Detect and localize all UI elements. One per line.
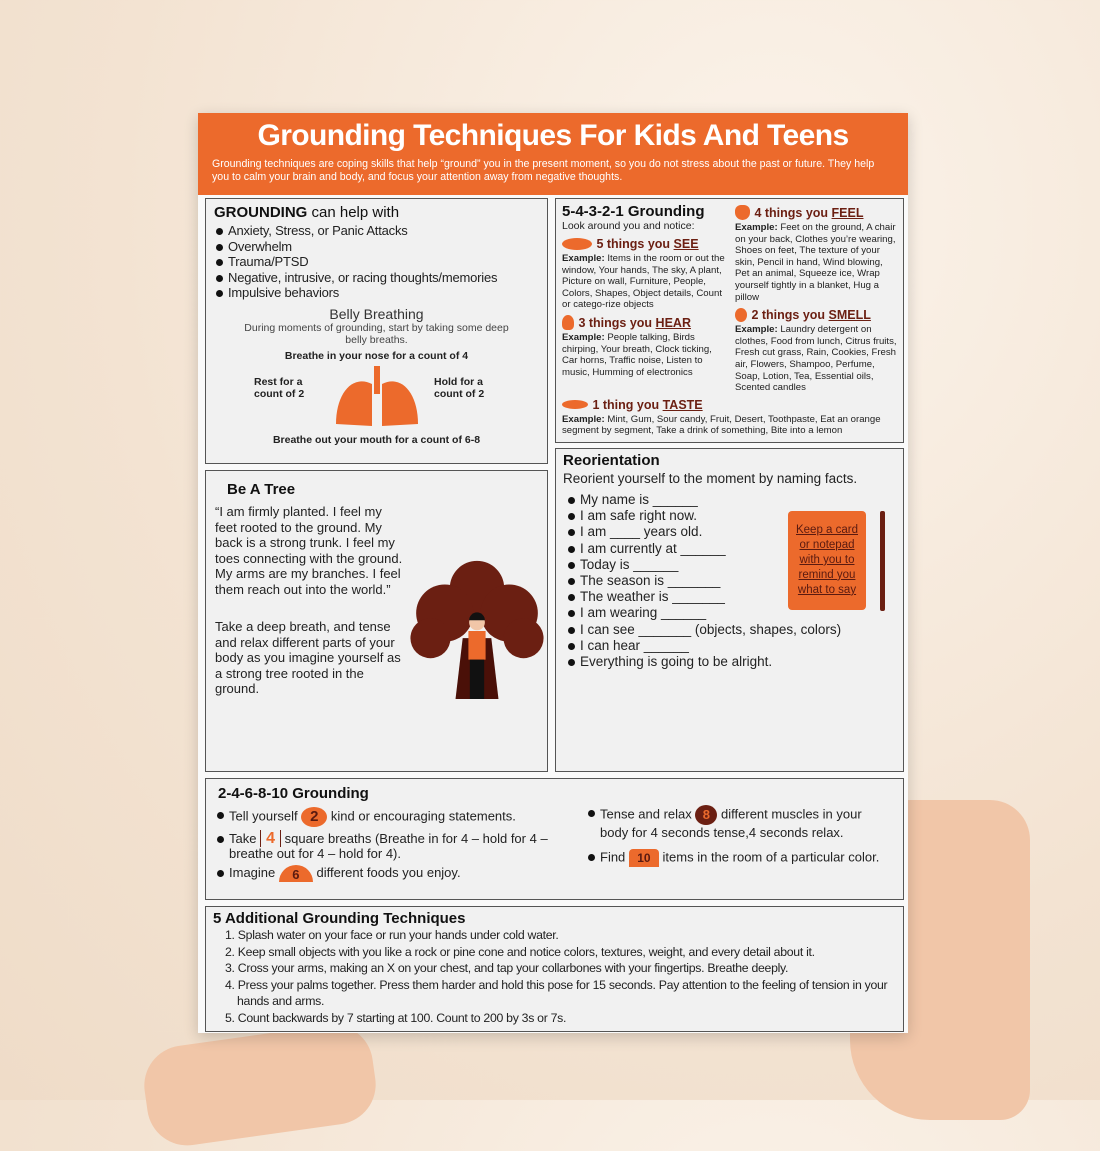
list-item: The weather is _______ (566, 589, 853, 605)
hear-text: People talking, Birds chirping, Your breath, Clock ticking, Car horns, Traffic noise, Listen to music, Humming of electronics (562, 331, 712, 378)
belly-title: Belly Breathing (329, 305, 424, 322)
senses-panel (555, 198, 904, 443)
hear-word: HEAR (655, 315, 691, 330)
nose-icon (735, 308, 747, 322)
ten-post: items in the room of a particular color. (662, 849, 880, 865)
muscle-icon: 8 (695, 805, 717, 825)
belly-left: Rest for a count of 2 (254, 375, 305, 400)
two-pre: Tell yourself (229, 808, 298, 824)
belly-top: Breathe in your nose for a count of 4 (284, 349, 469, 362)
list-item: I am wearing ______ (566, 605, 853, 621)
list-item: Today is ______ (566, 557, 853, 573)
lungs-icon (332, 364, 422, 430)
pen-icon (880, 511, 885, 611)
six-pre: Imagine (229, 865, 276, 880)
example-label: Example: (735, 324, 778, 336)
list-item: I am currently at ______ (566, 541, 853, 557)
belly-subtitle: During moments of grounding, start by taking some deep belly breaths. (244, 321, 509, 346)
list-item: 4. Press your palms together. Press them harder and hold this pose for 15 seconds. Pay attention to the feeling of tension in your hands and arms. (225, 977, 888, 1009)
tree-quote: “I am firmly planted. I feel my feet rooted to the ground. My back is a strong trunk. I feel my toes connecting with the ground. My arms are my branches. I feel them reach out into the world.” (215, 504, 403, 597)
feel-heading: 4 things you (754, 206, 832, 220)
list-item: I am safe right now. (566, 508, 853, 524)
senses-left-column (562, 203, 729, 394)
worksheet (198, 113, 908, 1033)
list-item: 5. Count backwards by 7 starting at 100. Count to 200 by 3s or 7s. (225, 1010, 567, 1025)
belly-right: Hold for a count of 2 (434, 375, 485, 400)
left-hand (139, 1019, 381, 1150)
tree-panel (205, 470, 548, 772)
smell-heading: 2 things you (751, 308, 829, 323)
additional-panel (205, 906, 904, 1032)
senses-subtitle: Look around you and notice: (562, 220, 695, 232)
hand-icon (735, 205, 750, 220)
list-item: 3. Cross your arms, making an X on your chest, and tap your collarbones with your fingertips. Breathe deeply. (225, 961, 789, 976)
list-item: I am ____ years old. (566, 524, 853, 540)
taste-block (562, 397, 897, 437)
see-word: SEE (673, 237, 699, 251)
eight-post: different muscles in your body for 4 seconds tense,4 seconds relax. (600, 806, 862, 840)
tree-title: Be A Tree (227, 481, 296, 498)
example-label: Example: (562, 413, 605, 425)
list-item: 2. Keep small objects with you like a rock or pine cone and notice colors, textures, weight, and every detail about it. (225, 944, 815, 959)
list-item: Impulsive behaviors (214, 285, 539, 301)
example-label: Example: (562, 253, 605, 264)
lamp-icon: 10 (629, 849, 659, 867)
list-item: Trauma/PTSD (214, 254, 539, 270)
see-block (562, 236, 729, 311)
eight-pre: Tense and relax (600, 806, 692, 822)
reorient-subtitle: Reorient yourself to the moment by naming facts. (563, 470, 858, 486)
g246-right-list (586, 805, 886, 867)
taste-heading: 1 thing you (592, 397, 663, 412)
smell-block (735, 307, 897, 394)
ear-icon (562, 315, 574, 330)
list-item: I can see _______ (objects, shapes, colors) (566, 622, 853, 638)
help-panel (205, 198, 548, 464)
list-item (215, 865, 570, 882)
help-list (214, 223, 539, 301)
see-text: Items in the room or out the window, Your hands, The sky, A plant, Picture on wall, Furniture, People, Colors, Shapes, Object details, Count or catego-rize objects (562, 253, 725, 311)
smell-text: Laundry detergent on clothes, Food from lunch, Citrus fruits, Fresh cut grass, Rain, Cookies, Fresh air, Flowers, Shampoo, Perfume, Soap, Lotion, Tea, Essential oils, Scented candles (735, 324, 897, 394)
tree-body: Take a deep breath, and tense and relax different parts of your body as you imagine yourself as a strong tree rooted in the ground. (215, 619, 401, 696)
list-item (215, 831, 570, 861)
help-title (214, 204, 539, 221)
example-label: Example: (735, 222, 778, 233)
list-item: Everything is going to be alright. (566, 654, 853, 670)
six-post: different foods you enjoy. (316, 865, 461, 880)
hear-block (562, 315, 729, 378)
feel-block (735, 205, 897, 303)
senses-title: 5-4-3-2-1 Grounding (562, 203, 705, 220)
notepad-note: Keep a card or notepad with you to remind you what to say (788, 511, 866, 610)
right-column (555, 198, 904, 772)
ten-pre: Find (600, 849, 626, 865)
belly-diagram (214, 350, 539, 454)
list-item: Negative, intrusive, or racing thoughts/memories (214, 270, 539, 286)
tree-text (215, 481, 407, 697)
list-item (215, 807, 570, 827)
reorientation-panel (555, 448, 904, 772)
eye-icon (562, 238, 592, 250)
tree-illustration (409, 531, 545, 731)
four-pre: Take (229, 831, 257, 846)
food-cloche-icon: 6 (279, 865, 313, 882)
speech-bubble-icon: 2 (301, 807, 327, 827)
feel-word: FEEL (831, 206, 864, 220)
additional-list (213, 927, 896, 1027)
header (198, 113, 908, 195)
intro-text: Grounding techniques are coping skills that help “ground” you in the present moment, so you do not stress about the past or future. They help you to calm your brain and body, and focus your attention away from negative thoughts. (212, 158, 875, 183)
mouth-icon (562, 400, 588, 409)
list-item: My name is ______ (566, 492, 853, 508)
list-item: I can hear ______ (566, 638, 853, 654)
additional-title: 5 Additional Grounding Techniques (213, 910, 466, 927)
list-item (586, 805, 886, 841)
four-post: square breaths (Breathe in for 4 – hold for 4 – breathe out for 4 – hold for 4). (229, 831, 548, 861)
senses-right-column (735, 203, 897, 394)
taste-text: Mint, Gum, Sour candy, Fruit, Desert, Toothpaste, Eat an orange segment by segment, Take a drink of something, Bite into a lemon (562, 413, 881, 437)
list-item: 1. Splash water on your face or run your hands under cold water. (225, 928, 559, 942)
square-breath-icon: 4 (260, 830, 281, 847)
taste-word: TASTE (662, 397, 703, 412)
list-item: Anxiety, Stress, or Panic Attacks (214, 223, 539, 239)
hear-heading: 3 things you (578, 315, 656, 330)
smell-word: SMELL (828, 308, 871, 323)
see-heading: 5 things you (596, 237, 674, 251)
g246-panel (205, 778, 904, 900)
help-title-rest: can help with (307, 204, 400, 221)
list-item: The season is _______ (566, 573, 853, 589)
belly-bottom: Breathe out your mouth for a count of 6-8 (272, 433, 481, 446)
list-item: Overwhelm (214, 239, 539, 255)
list-item (586, 849, 886, 867)
example-label: Example: (562, 331, 605, 343)
help-title-bold: GROUNDING (214, 204, 308, 221)
reorient-title: Reorientation (563, 451, 660, 469)
page-title: Grounding Techniques For Kids And Teens (257, 119, 849, 152)
g246-title: 2-4-6-8-10 Grounding (218, 785, 369, 802)
feel-text: Feet on the ground, A chair on your back, Clothes you’re wearing, Shoes on feet, The texture of your skin, Pencil in hand, Wind blowing, Pet an animal, Squeeze ice, Wrap yourself tightly in a blanket, Hug a pillow (735, 222, 896, 303)
g246-left-list (215, 807, 570, 882)
two-post: kind or encouraging statements. (330, 808, 516, 824)
